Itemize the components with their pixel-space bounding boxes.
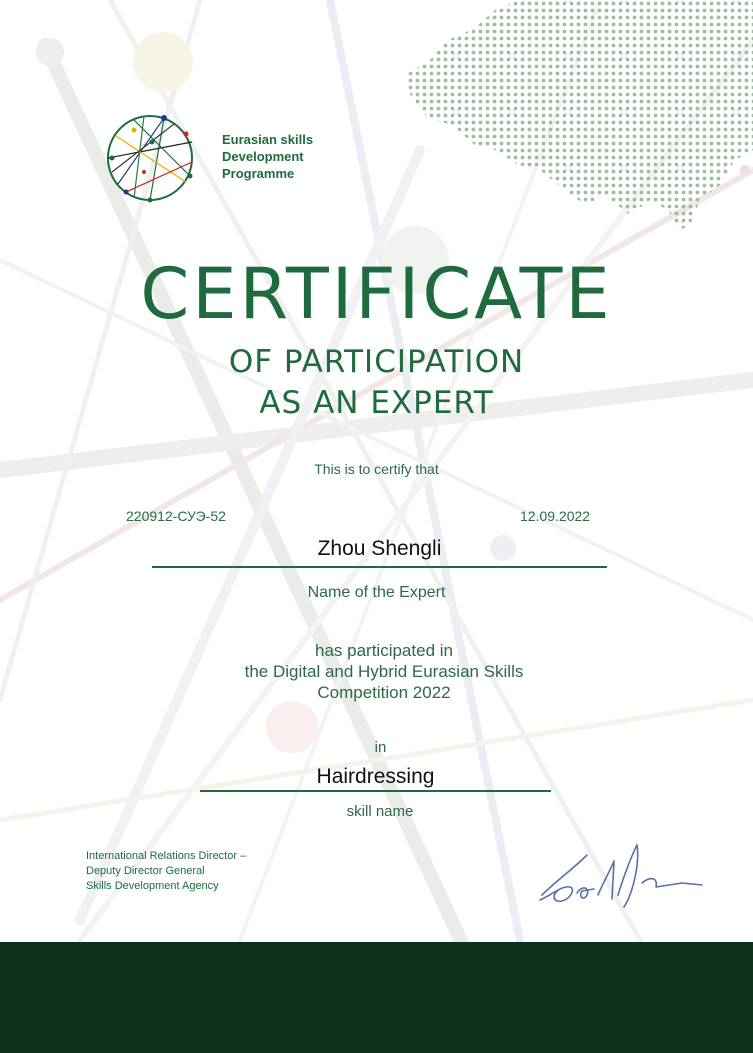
participation-line-3: Competition 2022 <box>317 683 451 702</box>
signature-icon <box>532 825 712 915</box>
skill-name-underline <box>200 790 551 792</box>
organization-line-3: Programme <box>222 166 295 181</box>
logo-icon <box>104 112 196 204</box>
signatory-title <box>86 849 246 894</box>
signatory-line-1: International Relations Director – <box>86 850 247 862</box>
participation-line-1: has participated in <box>315 641 453 660</box>
certify-text: This is to certify that <box>314 461 439 477</box>
organization-line-1: Eurasian skills <box>222 132 314 147</box>
in-word: in <box>374 739 387 756</box>
expert-name-underline <box>152 566 607 568</box>
certificate-title: CERTIFICATE <box>140 253 613 335</box>
expert-name-label: Name of the Expert <box>307 584 446 601</box>
skill-name-label: skill name <box>346 803 414 820</box>
expert-name: Zhou Shengli <box>317 537 442 560</box>
footer-band <box>0 942 753 1053</box>
certificate-date: 12.09.2022 <box>520 508 591 524</box>
signatory-line-2: Deputy Director General <box>86 865 205 877</box>
certificate-subtitle-line-1: OF PARTICIPATION <box>228 344 525 380</box>
organization-name <box>222 131 313 182</box>
certificate-number: 220912-СУЭ-52 <box>126 508 226 524</box>
skill-name: Hairdressing <box>316 765 435 788</box>
signatory-line-3: Skills Development Agency <box>86 880 219 892</box>
participation-line-2: the Digital and Hybrid Eurasian Skills <box>244 662 524 681</box>
certificate-subtitle-line-2: AS AN EXPERT <box>259 385 494 421</box>
organization-line-2: Development <box>222 149 304 164</box>
eurasia-map-graphic <box>400 0 753 230</box>
